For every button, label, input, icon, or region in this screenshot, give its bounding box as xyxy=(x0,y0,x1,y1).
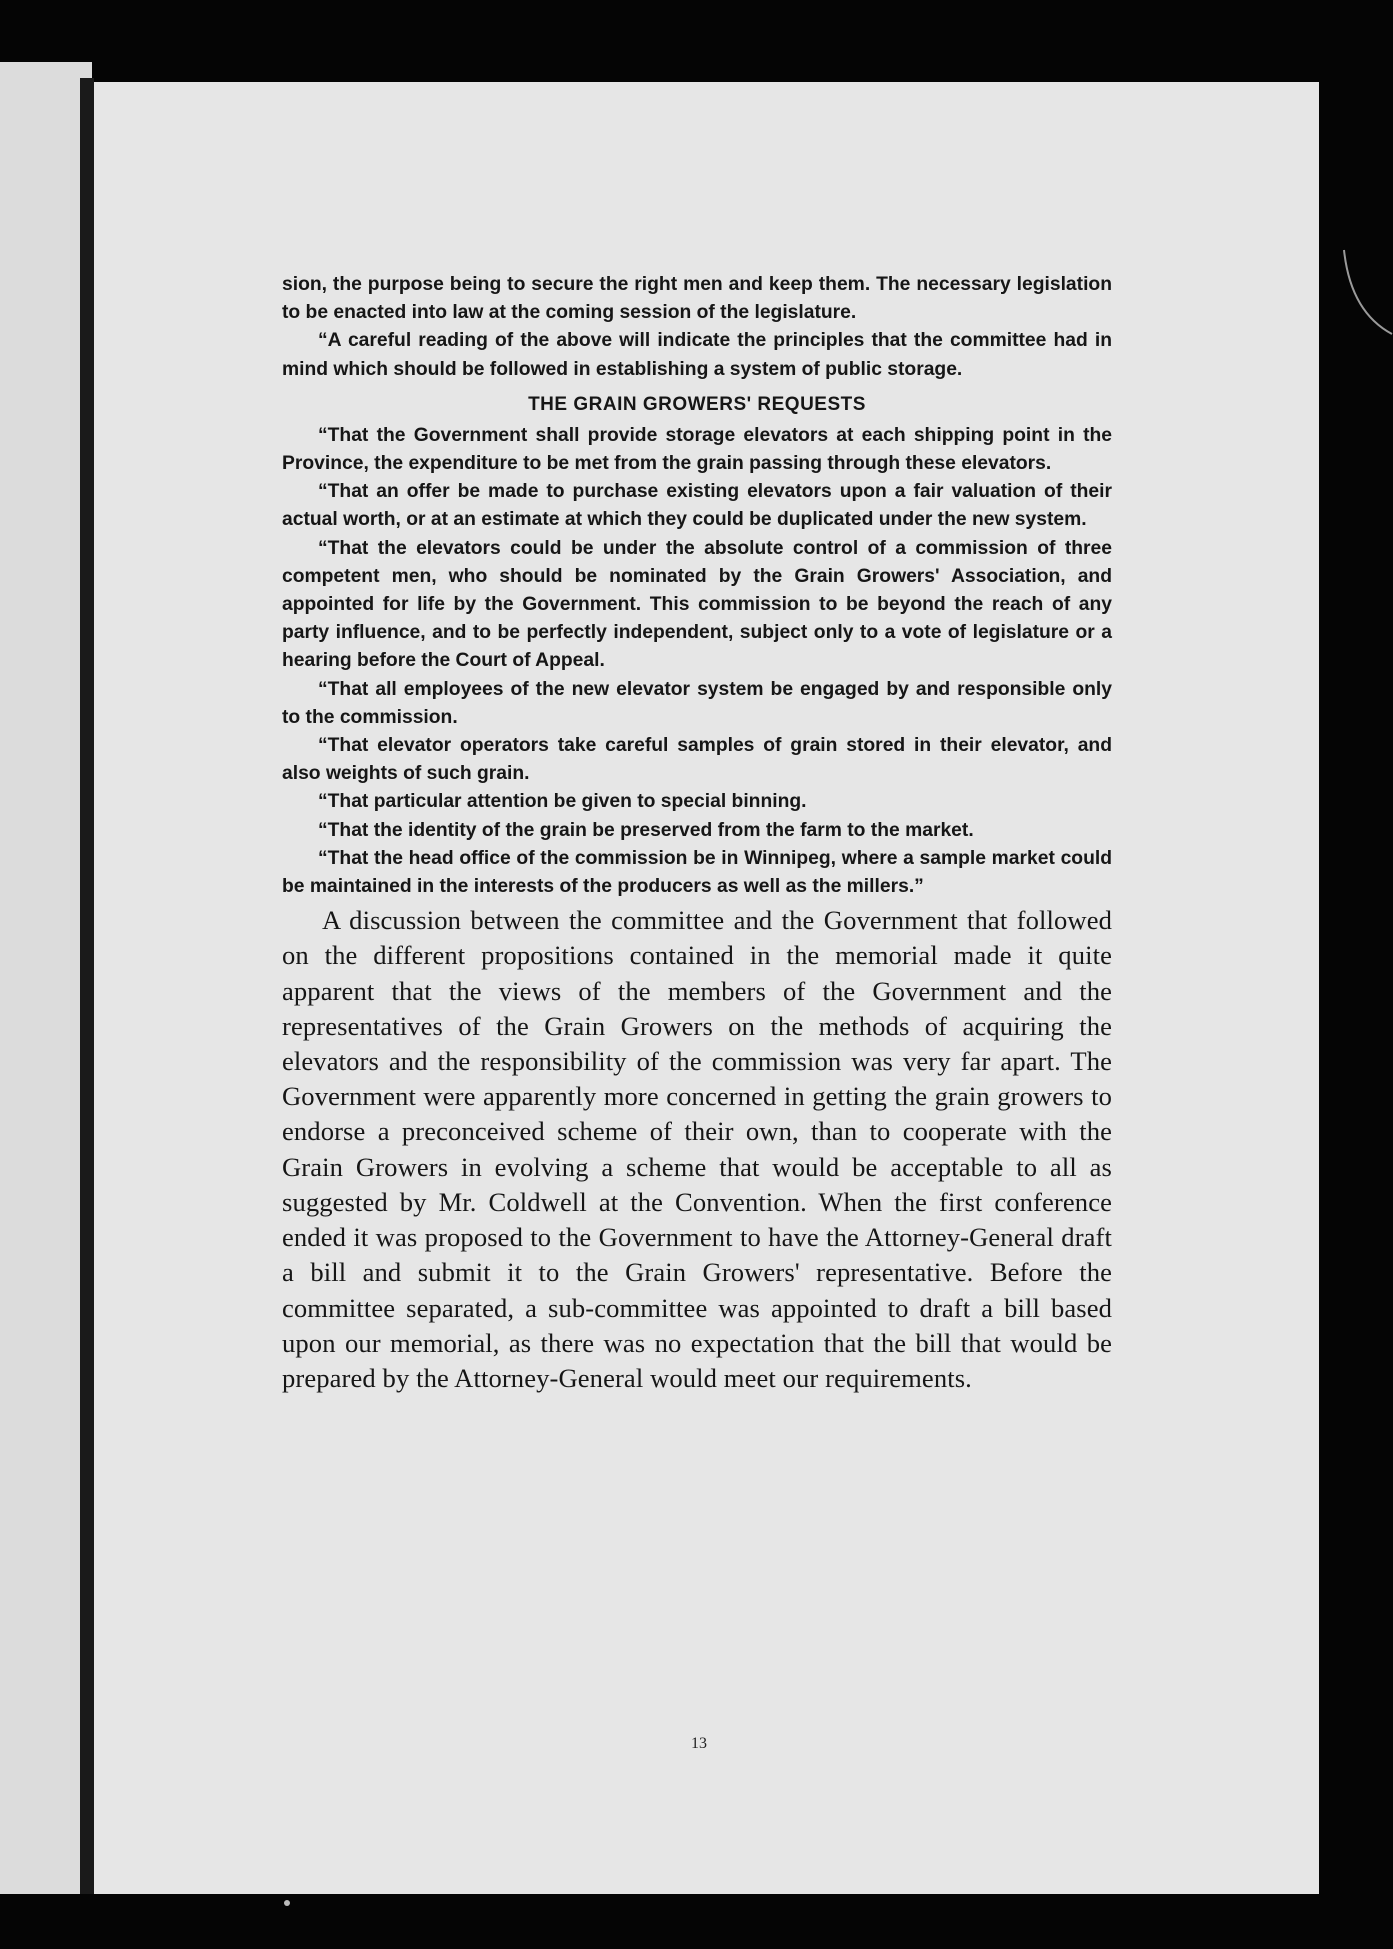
page-curl-mark xyxy=(1342,248,1393,338)
book-spine xyxy=(80,78,94,1894)
body-paragraph: A discussion between the committee and the Government that followed on the different propositions contained in the memorial made it quite apparent that the views of the members of the Government and the representatives of the Grain Growers on the methods of acquiring the elevators and the responsibility of the commission was very far apart. The Government were apparently more concerned in getting the grain growers to endorse a preconceived scheme of their own, than to cooperate with the Grain Growers in evolving a scheme that would be acceptable to all as suggested by Mr. Coldwell at the Convention. When the first conference ended it was proposed to the Government to have the Attorney-General draft a bill and submit it to the Grain Growers' representative. Before the committee separated, a sub-committee was appointed to draft a bill based upon our memorial, as there was no expectation that the bill that would be prepared by the Attorney-General would meet our requirements. xyxy=(282,905,1112,1393)
request-item: “That elevator operators take careful samples of grain stored in their elevator, and also weights of such grain. xyxy=(282,735,1112,785)
request-item: “That an offer be made to purchase existing elevators upon a fair valuation of their actual worth, or at an estimate at which they could be duplicated under the new system. xyxy=(282,481,1112,531)
page-text xyxy=(282,271,1112,1396)
scan-speck xyxy=(284,1900,290,1906)
request-item: “That particular attention be given to special binning. xyxy=(318,791,807,813)
request-item: “That all employees of the new elevator system be engaged by and responsible only to the commission. xyxy=(282,678,1112,728)
facing-page-edge xyxy=(0,62,92,1894)
request-item: “That the Government shall provide storage elevators at each shipping point in the Province, the expenditure to be met from the grain passing through these elevators. xyxy=(282,424,1112,475)
section-heading: THE GRAIN GROWERS' REQUESTS xyxy=(528,393,866,415)
paragraph-careful-reading: “A careful reading of the above will indicate the principles that the committee had in mind which should be followed in establishing a system of public storage. xyxy=(282,330,1112,380)
request-item: “That the elevators could be under the absolute control of a commission of three competent men, who should be nominated by the Grain Growers' Association, and appointed for life by the Government. This commission to be beyond the reach of any party influence, and to be perfectly independent, subject only to a vote of legislature or a hearing before the Court of Appeal. xyxy=(282,537,1112,672)
page-number: 13 xyxy=(691,1735,707,1752)
paragraph-continuation: sion, the purpose being to secure the right men and keep them. The necessary legislation to be enacted into law at the coming session of the legislature. xyxy=(282,274,1112,324)
request-item: “That the head office of the commission be in Winnipeg, where a sample market could be maintained in the interests of the producers as well as the millers.” xyxy=(282,847,1112,898)
request-item: “That the identity of the grain be preserved from the farm to the market. xyxy=(318,819,974,841)
